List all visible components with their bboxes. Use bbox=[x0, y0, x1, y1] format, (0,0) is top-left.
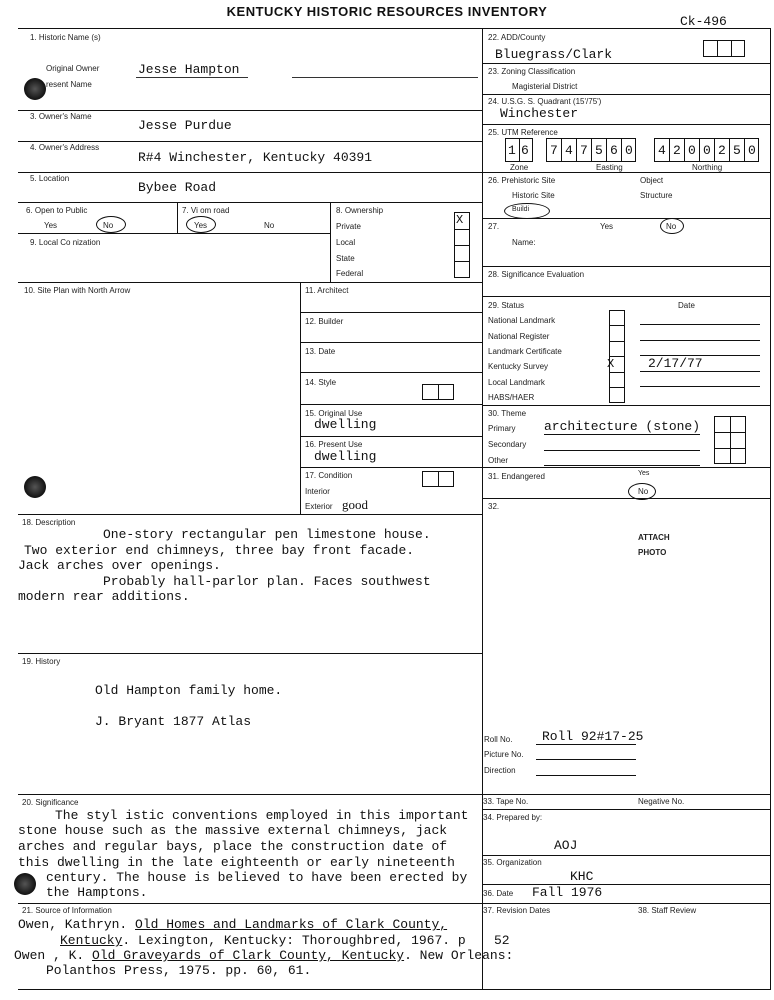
utm-northing-digit: 5 bbox=[733, 143, 741, 158]
utm-northing-digit: 2 bbox=[718, 143, 726, 158]
significance-line-6: the Hamptons. bbox=[46, 885, 148, 900]
builder-label: 12. Builder bbox=[305, 317, 344, 326]
utm-easting-digit: 7 bbox=[580, 143, 588, 158]
endangered-no-circle bbox=[628, 483, 656, 500]
negative-label: Negative No. bbox=[638, 797, 685, 806]
local-org-label: 9. Local Co nization bbox=[30, 238, 101, 247]
owners-name-value: Jesse Purdue bbox=[138, 118, 232, 133]
source-line-2: Kentucky. Lexington, Kentucky: Thoroughbred, 1967. p bbox=[60, 933, 466, 948]
original-owner-label: Original Owner bbox=[46, 64, 100, 73]
item-27-label: 27. bbox=[488, 222, 500, 231]
ky-survey-date: 2/17/77 bbox=[648, 356, 703, 371]
direction-label: Direction bbox=[484, 766, 516, 775]
punch-hole bbox=[24, 78, 46, 100]
roll-value: Roll 92#17-25 bbox=[542, 729, 644, 744]
source-line-3: Owen , K. Old Graveyards of Clark County, Kentucky. New Orleans: bbox=[14, 948, 514, 963]
present-use-value: dwelling bbox=[314, 449, 377, 464]
utm-northing-digit: 0 bbox=[688, 143, 696, 158]
original-owner-value: Jesse Hampton bbox=[138, 62, 240, 77]
utm-easting-digit: 6 bbox=[610, 143, 618, 158]
secondary-label: Secondary bbox=[488, 440, 527, 449]
significance-line-5: century. The house is believed to have been erected by bbox=[46, 870, 468, 885]
original-use-value: dwelling bbox=[314, 417, 377, 432]
ownership-federal: Federal bbox=[336, 269, 364, 278]
primary-label: Primary bbox=[488, 424, 516, 433]
historic-name-label: 1. Historic Name (s) bbox=[30, 33, 101, 42]
utm-easting-digit: 0 bbox=[625, 143, 633, 158]
status-label: 29. Status bbox=[488, 301, 525, 310]
status-item: HABS/HAER bbox=[488, 393, 535, 402]
form-title: KENTUCKY HISTORIC RESOURCES INVENTORY bbox=[226, 4, 548, 19]
source-line-1: Owen, Kathryn. Old Homes and Landmarks of Clark County, bbox=[18, 917, 448, 932]
significance-label: 20. Significance bbox=[22, 798, 79, 807]
owners-name-label: 3. Owner's Name bbox=[30, 112, 92, 121]
date-36-label: 36. Date bbox=[483, 889, 514, 898]
present-name-label: resent Name bbox=[46, 80, 92, 89]
owners-address-value: R#4 Winchester, Kentucky 40391 bbox=[138, 150, 373, 165]
attach-photo-1: ATTACH bbox=[638, 533, 670, 542]
usgs-label: 24. U.S.G. S. Quadrant (15'/75') bbox=[488, 97, 602, 106]
description-line-5: modern rear additions. bbox=[18, 589, 190, 604]
description-label: 18. Description bbox=[22, 518, 76, 527]
utm-easting-digit: 4 bbox=[565, 143, 573, 158]
utm-zone-label: Zone bbox=[510, 163, 529, 172]
prepared-value: AOJ bbox=[554, 838, 578, 853]
source-label: 21. Source of Information bbox=[22, 906, 112, 915]
add-county-value: Bluegrass/Clark bbox=[495, 47, 613, 62]
status-item: Kentucky Survey bbox=[488, 362, 549, 371]
description-line-3: Jack arches over openings. bbox=[18, 558, 221, 573]
historic-site-label: Historic Site bbox=[512, 191, 555, 200]
status-item: National Register bbox=[488, 332, 550, 341]
status-date-label: Date bbox=[678, 301, 695, 310]
name-label: Name: bbox=[512, 238, 536, 247]
item-27-yes: Yes bbox=[600, 222, 614, 231]
other-label: Other bbox=[488, 456, 509, 465]
utm-easting-digit: 5 bbox=[595, 143, 603, 158]
primary-value: architecture (stone) bbox=[544, 419, 701, 434]
sig-eval-label: 28. Significance Evaluation bbox=[488, 270, 585, 279]
prehistoric-label: 26. Prehistoric Site bbox=[488, 176, 556, 185]
utm-northing-digit: 4 bbox=[658, 143, 666, 158]
significance-line-4: this dwelling in the late eighteenth or early nineteenth bbox=[18, 855, 455, 870]
source-line-4: Polanthos Press, 1975. pp. 60, 61. bbox=[46, 963, 312, 978]
roll-label: Roll No. bbox=[484, 735, 513, 744]
usgs-value: Winchester bbox=[500, 106, 579, 121]
visible-yes-circle bbox=[186, 216, 216, 233]
utm-zone-digit: 1 bbox=[508, 143, 516, 158]
picture-label: Picture No. bbox=[484, 750, 524, 759]
attach-photo-2: PHOTO bbox=[638, 548, 667, 557]
open-no: No bbox=[103, 221, 114, 230]
utm-northing-digit: 0 bbox=[748, 143, 756, 158]
significance-line-2: stone house such as the massive external chimneys, jack bbox=[18, 823, 448, 838]
significance-line-1: The styl istic conventions employed in this important bbox=[55, 808, 469, 823]
utm-northing-digit: 2 bbox=[673, 143, 681, 158]
description-line-4: Probably hall-parlor plan. Faces southwest bbox=[103, 574, 431, 589]
owners-address-label: 4. Owner's Address bbox=[30, 143, 100, 152]
endangered-yes: Yes bbox=[638, 470, 650, 477]
tape-label: 33. Tape No. bbox=[483, 797, 529, 806]
visible-no: No bbox=[264, 221, 275, 230]
punch-hole bbox=[14, 873, 36, 895]
magisterial-label: Magisterial District bbox=[512, 82, 578, 91]
revision-label: 37. Revision Dates bbox=[483, 906, 551, 915]
item-27-no-circle bbox=[660, 218, 684, 234]
utm-northing-digit: 0 bbox=[703, 143, 711, 158]
form-id: Ck-496 bbox=[680, 14, 727, 29]
structure-label: Structure bbox=[640, 191, 673, 200]
photo-label: 32. bbox=[488, 502, 500, 511]
ownership-private: Private bbox=[336, 222, 361, 231]
ownership-state: State bbox=[336, 254, 355, 263]
location-label: 5. Location bbox=[30, 174, 70, 183]
description-line-2: Two exterior end chimneys, three bay front facade. bbox=[24, 543, 415, 558]
zoning-label: 23. Zoning Classification bbox=[488, 67, 576, 76]
endangered-no: No bbox=[638, 487, 649, 496]
exterior-label: Exterior bbox=[305, 502, 333, 511]
utm-northing-label: Northing bbox=[692, 163, 723, 172]
open-yes: Yes bbox=[44, 221, 58, 230]
org-value: KHC bbox=[570, 869, 594, 884]
significance-line-3: arches and regular bays, place the construction date of bbox=[18, 839, 448, 854]
open-no-circle bbox=[96, 216, 126, 233]
history-line-1: Old Hampton family home. bbox=[95, 683, 283, 698]
add-county-boxes[interactable] bbox=[703, 40, 745, 57]
status-item: National Landmark bbox=[488, 316, 556, 325]
utm-zone-digit: 6 bbox=[521, 143, 529, 158]
staff-review-label: 38. Staff Review bbox=[638, 906, 697, 915]
ownership-local: Local bbox=[336, 238, 356, 247]
status-item: Local Landmark bbox=[488, 378, 545, 387]
architect-label: 11. Architect bbox=[305, 286, 349, 295]
prepared-label: 34. Prepared by: bbox=[483, 813, 543, 822]
status-item: Landmark Certificate bbox=[488, 347, 562, 356]
location-value: Bybee Road bbox=[138, 180, 217, 195]
exterior-value: good bbox=[342, 497, 368, 512]
ky-survey-mark: X bbox=[607, 357, 615, 371]
utm-label: 25. UTM Reference bbox=[488, 128, 558, 137]
org-label: 35. Organization bbox=[483, 858, 542, 867]
condition-label: 17. Condition bbox=[305, 471, 353, 480]
interior-label: Interior bbox=[305, 487, 330, 496]
building-label: Buildi bbox=[512, 206, 530, 213]
site-plan-label: 10. Site Plan with North Arrow bbox=[24, 286, 131, 295]
visible-yes: Yes bbox=[194, 221, 208, 230]
visible-from-road-label: 7. Vi om road bbox=[182, 206, 230, 215]
ownership-label: 8. Ownership bbox=[336, 206, 384, 215]
item-27-no: No bbox=[666, 222, 677, 231]
description-line-1: One-story rectangular pen limestone house. bbox=[103, 527, 431, 542]
history-line-2: J. Bryant 1877 Atlas bbox=[95, 714, 252, 729]
date-36-value: Fall 1976 bbox=[532, 885, 603, 900]
source-line-2-page: 52 bbox=[494, 933, 510, 948]
style-label: 14. Style bbox=[305, 378, 337, 387]
utm-easting-digit: 7 bbox=[550, 143, 558, 158]
history-label: 19. History bbox=[22, 657, 61, 666]
punch-hole bbox=[24, 476, 46, 498]
original-use-label: 15. Original Use bbox=[305, 409, 363, 418]
date-label: 13. Date bbox=[305, 347, 336, 356]
endangered-label: 31. Endangered bbox=[488, 472, 545, 481]
object-label: Object bbox=[640, 176, 664, 185]
add-county-label: 22. ADD/County bbox=[488, 33, 546, 42]
open-to-public-label: 6. Open to Public bbox=[26, 206, 88, 215]
ownership-private-mark: X bbox=[456, 213, 464, 227]
theme-label: 30. Theme bbox=[488, 409, 527, 418]
utm-easting-label: Easting bbox=[596, 163, 623, 172]
present-use-label: 16. Present Use bbox=[305, 440, 363, 449]
